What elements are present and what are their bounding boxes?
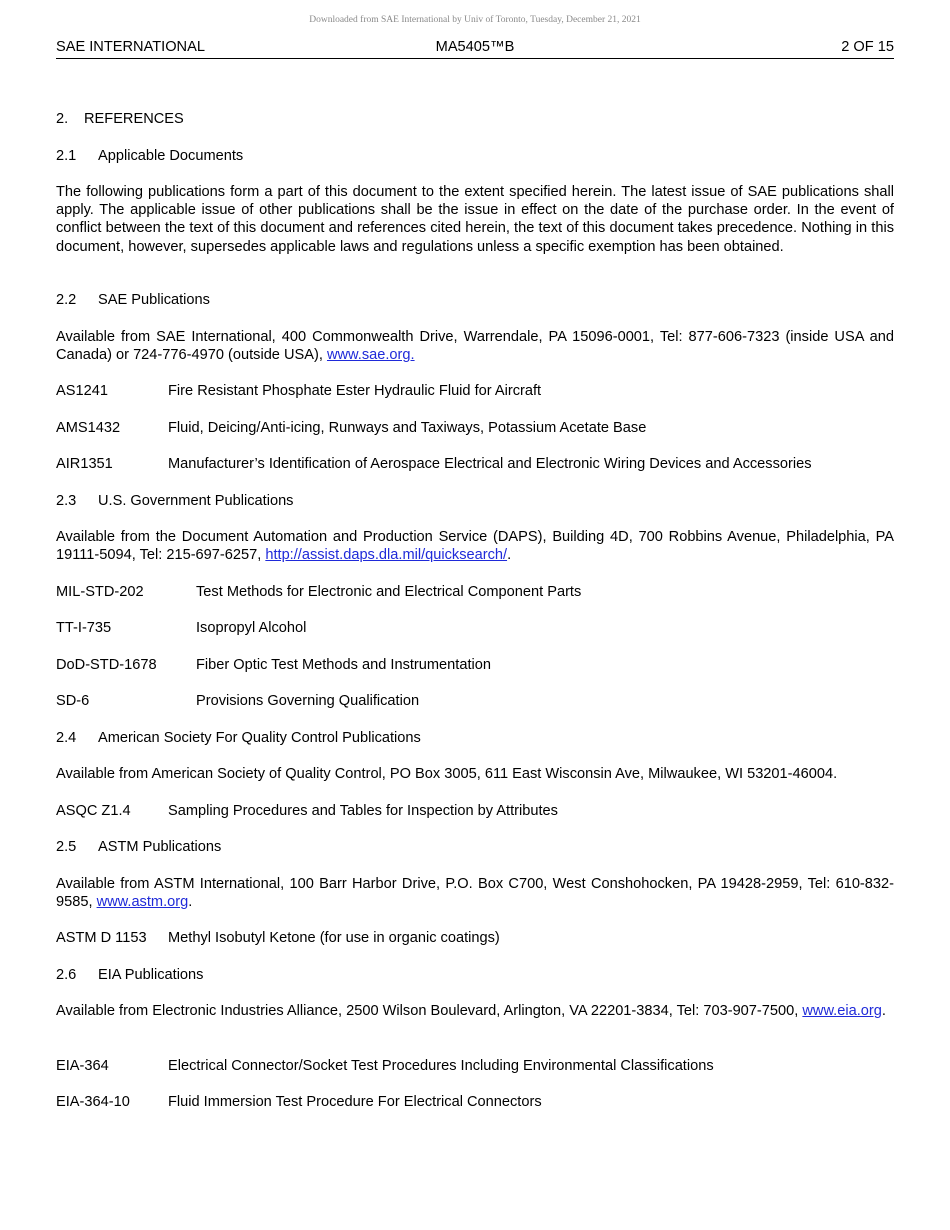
subsection-title: SAE Publications bbox=[98, 292, 210, 308]
paragraph-eia-availability bbox=[56, 1002, 894, 1020]
reference-code: DoD-STD-1678 bbox=[56, 657, 157, 673]
subsection-number: 2.3 bbox=[56, 493, 77, 509]
header-rule bbox=[56, 58, 894, 59]
eia-website-link[interactable]: www.eia.org bbox=[802, 1003, 882, 1019]
paragraph-applicable-documents: The following publications form a part of this document to the extent specified herein. The latest issue of SAE publications shall apply. The applicable issue of other publications shall be the issue in effect on the date of the purchase order. In the event of conflict between the text of this document and references cited herein, the text of this document takes precedence. Nothing in this document, however, supersedes applicable laws and regulations unless a specific exemption has been obtained. bbox=[56, 184, 894, 255]
reference-title: Fluid, Deicing/Anti-icing, Runways and Taxiways, Potassium Acetate Base bbox=[168, 420, 647, 436]
section-title: REFERENCES bbox=[84, 111, 184, 127]
subsection-title: American Society For Quality Control Publications bbox=[98, 730, 421, 746]
subsection-title: U.S. Government Publications bbox=[98, 493, 294, 509]
reference-title: Provisions Governing Qualification bbox=[196, 693, 420, 709]
reference-title: Methyl Isobutyl Ketone (for use in organic coatings) bbox=[168, 930, 500, 946]
reference-code: ASTM D 1153 bbox=[56, 930, 147, 946]
header-org: SAE INTERNATIONAL bbox=[56, 39, 205, 55]
reference-title: Fire Resistant Phosphate Ester Hydraulic Fluid for Aircraft bbox=[168, 383, 542, 399]
reference-code: ASQC Z1.4 bbox=[56, 803, 131, 819]
reference-title: Electrical Connector/Socket Test Procedures Including Environmental Classifications bbox=[168, 1058, 714, 1074]
paragraph-text: Available from the Document Automation and Production Service (DAPS), Building 4D, 700 Robbins Avenue, Philadelphia, PA 19111-5094, Tel: 215-697-6257, bbox=[56, 529, 894, 564]
reference-code: TT-I-735 bbox=[56, 620, 112, 636]
reference-code: AIR1351 bbox=[56, 456, 113, 472]
paragraph-end: . bbox=[507, 547, 512, 564]
reference-item bbox=[56, 929, 500, 947]
subsection-number: 2.2 bbox=[56, 292, 77, 308]
reference-item bbox=[56, 419, 647, 437]
subsection-number: 2.4 bbox=[56, 730, 77, 746]
reference-title: Fiber Optic Test Methods and Instrumentation bbox=[196, 657, 491, 673]
reference-code: EIA-364 bbox=[56, 1058, 109, 1074]
reference-item bbox=[56, 1057, 714, 1075]
astm-website-link[interactable]: www.astm.org bbox=[96, 894, 189, 911]
reference-code: AMS1432 bbox=[56, 420, 121, 436]
reference-code: EIA-364-10 bbox=[56, 1094, 130, 1110]
paragraph-daps-availability bbox=[56, 528, 894, 564]
subsection-heading-eia-publications bbox=[56, 966, 203, 984]
reference-title: Manufacturer’s Identification of Aerospace Electrical and Electronic Wiring Devices and Accessories bbox=[168, 456, 812, 472]
paragraph-text: Available from ASTM International, 100 Barr Harbor Drive, P.O. Box C700, West Conshohocken, PA 19428-2959, Tel: 610-832-9585, bbox=[56, 876, 894, 911]
reference-item bbox=[56, 692, 420, 710]
header-page-number: 2 OF 15 bbox=[841, 39, 894, 55]
subsection-heading-astm-publications bbox=[56, 838, 221, 856]
reference-title: Test Methods for Electronic and Electrical Component Parts bbox=[196, 584, 582, 600]
subsection-heading-applicable-documents bbox=[56, 147, 243, 165]
section-heading-references bbox=[56, 110, 184, 128]
reference-title: Fluid Immersion Test Procedure For Electrical Connectors bbox=[168, 1094, 542, 1110]
paragraph-end: . bbox=[881, 1003, 886, 1019]
subsection-title: ASTM Publications bbox=[98, 839, 222, 855]
paragraph-asqc-availability: Available from American Society of Quality Control, PO Box 3005, 611 East Wisconsin Ave, Milwaukee, WI 53201-46004. bbox=[56, 766, 838, 782]
reference-item bbox=[56, 802, 558, 820]
subsection-title: EIA Publications bbox=[98, 967, 204, 983]
subsection-number: 2.6 bbox=[56, 967, 77, 983]
subsection-heading-us-government-publications bbox=[56, 492, 293, 510]
subsection-heading-sae-publications bbox=[56, 291, 210, 309]
reference-item bbox=[56, 656, 491, 674]
paragraph-text: Available from Electronic Industries Alliance, 2500 Wilson Boulevard, Arlington, VA 22201-3834, Tel: 703-907-7500, bbox=[56, 1003, 803, 1019]
paragraph-end: . bbox=[188, 894, 193, 911]
subsection-heading-asqc-publications bbox=[56, 729, 421, 747]
sae-website-link[interactable]: www.sae.org. bbox=[326, 347, 415, 364]
reference-item bbox=[56, 583, 582, 601]
subsection-title: Applicable Documents bbox=[98, 148, 244, 164]
assist-quicksearch-link[interactable]: http://assist.daps.dla.mil/quicksearch/ bbox=[265, 547, 508, 564]
reference-title: Sampling Procedures and Tables for Inspection by Attributes bbox=[168, 803, 558, 819]
header-doc-id: MA5405™B bbox=[435, 39, 515, 55]
reference-title: Isopropyl Alcohol bbox=[196, 620, 307, 636]
reference-item bbox=[56, 619, 307, 637]
subsection-number: 2.1 bbox=[56, 148, 77, 164]
reference-item bbox=[56, 382, 542, 400]
paragraph-text: Available from SAE International, 400 Commonwealth Drive, Warrendale, PA 15096-0001, Tel: 877-606-7323 (inside USA and Canada) or 724-776-4970 (outside USA), bbox=[56, 329, 894, 364]
section-number: 2. bbox=[56, 111, 69, 127]
reference-code: SD-6 bbox=[56, 693, 90, 709]
reference-code: AS1241 bbox=[56, 383, 108, 399]
paragraph-astm-availability bbox=[56, 875, 894, 911]
subsection-number: 2.5 bbox=[56, 839, 77, 855]
reference-item bbox=[56, 1093, 542, 1111]
reference-code: MIL-STD-202 bbox=[56, 584, 144, 600]
watermark: Downloaded from SAE International by Univ of Toronto, Tuesday, December 21, 2021 bbox=[309, 15, 641, 25]
paragraph-sae-availability bbox=[56, 328, 894, 364]
reference-item bbox=[56, 455, 812, 473]
